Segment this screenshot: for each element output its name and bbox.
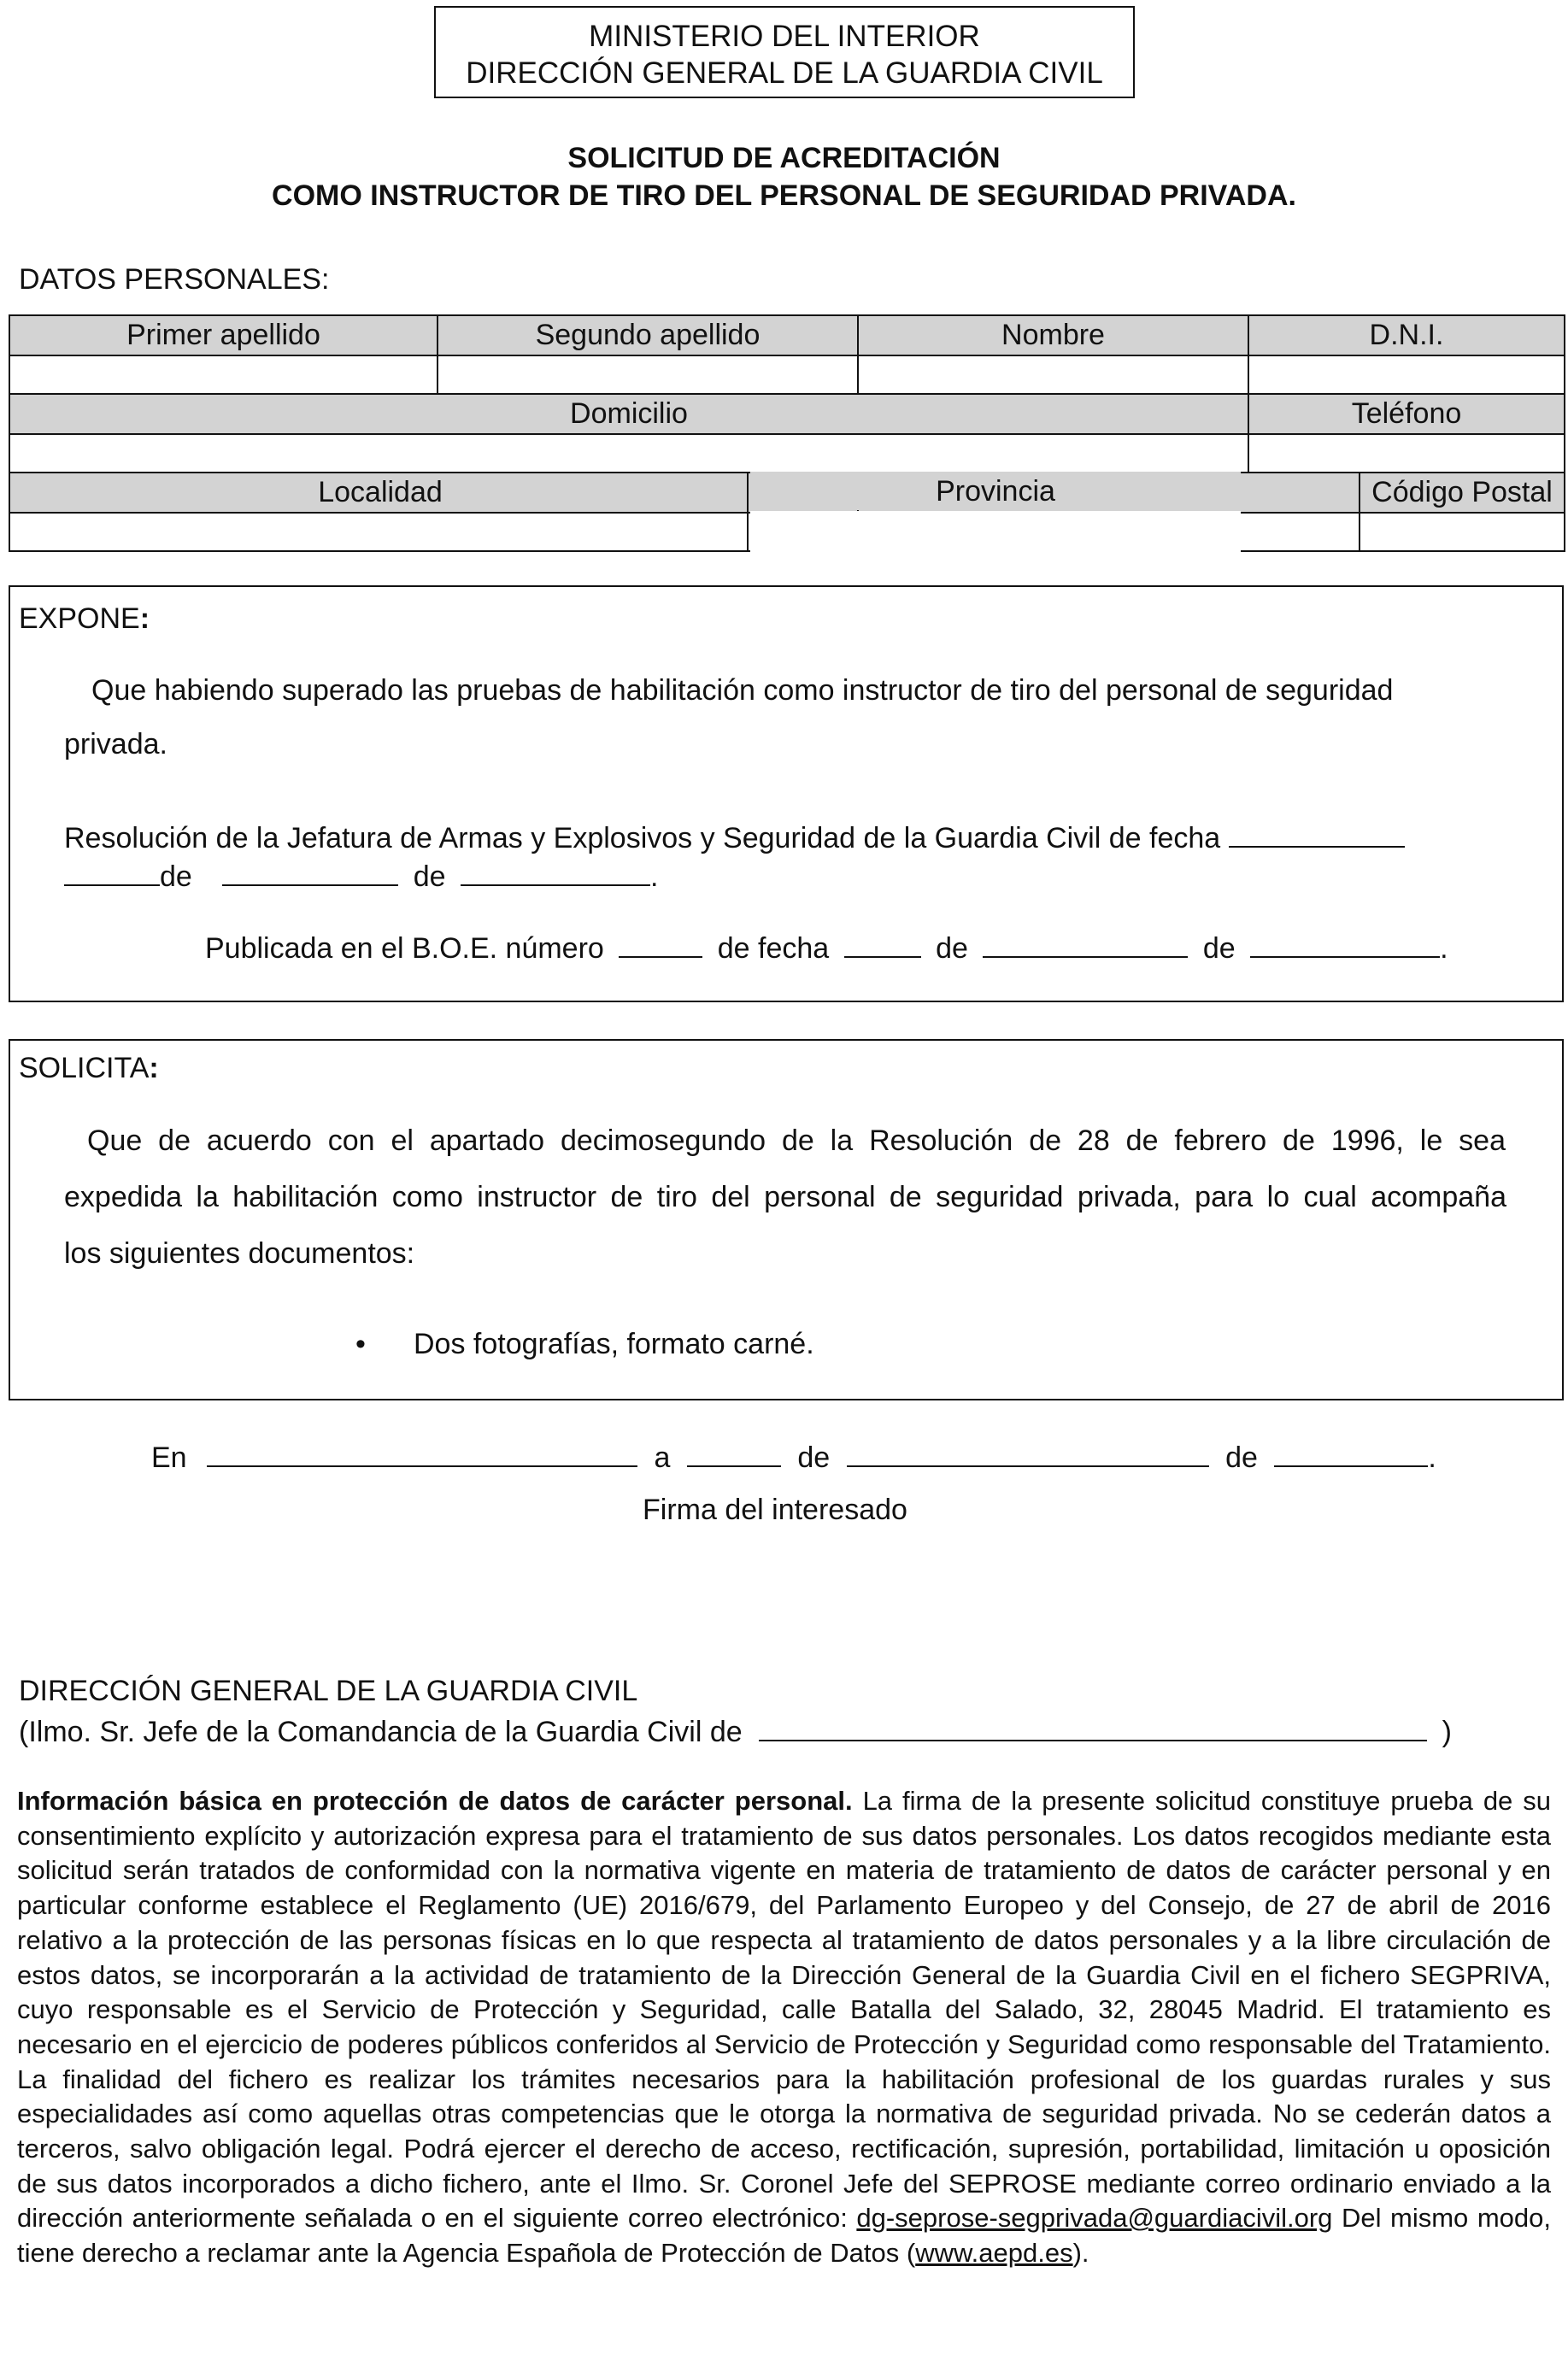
aepd-website-link[interactable]: www.aepd.es (915, 2238, 1073, 2269)
addressee-line1: DIRECCIÓN GENERAL DE LA GUARDIA CIVIL (19, 1675, 638, 1707)
province-field-bg (750, 511, 1241, 552)
resolution-text: Resolución de la Jefatura de Armas y Explosivos y Seguridad de la Guardia Civil de fecha (64, 819, 1405, 856)
resolution-date-year-blank[interactable] (461, 857, 650, 886)
boe-line: Publicada en el B.O.E. número de fecha de de . (205, 929, 1448, 966)
place-date-line: En a de de . (151, 1438, 1436, 1476)
day-blank[interactable] (687, 1438, 781, 1467)
resolution-date-line: de de . (64, 857, 658, 895)
first-surname-field[interactable] (9, 355, 438, 394)
data-protection-heading: Información básica en protección de datos de carácter personal. (17, 1786, 853, 1816)
signature-label: Firma del interesado (643, 1494, 907, 1526)
expone-text-line2: privada. (64, 728, 167, 760)
resolution-date-month-blank[interactable] (222, 857, 398, 886)
dni-header: D.N.I. (1248, 315, 1565, 355)
boe-number-blank[interactable] (619, 929, 702, 958)
expone-text-line1: Que habiendo superado las pruebas de habilitación como instructor de tiro del personal de seguridad (91, 674, 1394, 707)
solicita-text-line1: Que de acuerdo con el apartado decimosegundo de la Resolución de 28 de febrero de 1996, le sea (87, 1124, 1506, 1157)
solicita-text-line3: los siguientes documentos: (64, 1237, 415, 1270)
dni-field[interactable] (1248, 355, 1565, 394)
second-surname-header: Segundo apellido (438, 315, 858, 355)
postal-code-field[interactable] (1360, 513, 1565, 551)
data-protection-end: ). (1072, 2238, 1089, 2269)
name-header: Nombre (858, 315, 1248, 355)
year-blank[interactable] (1274, 1438, 1428, 1467)
phone-field[interactable] (1248, 434, 1565, 473)
document-photos: Dos fotografías, formato carné. (414, 1328, 814, 1360)
postal-code-header: Código Postal (1360, 473, 1565, 513)
expone-heading: EXPONE: (19, 602, 150, 635)
locality-field[interactable] (9, 513, 858, 551)
address-field[interactable] (9, 434, 1248, 473)
locality-province-divider (747, 472, 749, 552)
data-protection-body-2: Del mismo modo, tiene derecho a reclamar ante la Agencia Española de Protección de Datos ( (17, 2203, 1551, 2269)
seprose-email-link[interactable]: dg-seprose-segprivada@guardiacivil.org (856, 2203, 1333, 2234)
form-title-line2: COMO INSTRUCTOR DE TIRO DEL PERSONAL DE SEGURIDAD PRIVADA. (272, 179, 1296, 212)
month-blank[interactable] (847, 1438, 1209, 1467)
solicita-heading: SOLICITA: (19, 1052, 159, 1084)
province-header-label: Provincia (936, 475, 1055, 508)
personal-data-heading: DATOS PERSONALES: (19, 263, 330, 296)
locality-header: Localidad (9, 473, 858, 513)
directorate-name: DIRECCIÓN GENERAL DE LA GUARDIA CIVIL (466, 56, 1103, 90)
form-title (0, 139, 1568, 214)
form-title-line1: SOLICITUD DE ACREDITACIÓN (567, 142, 1001, 174)
boe-year-blank[interactable] (1250, 929, 1440, 958)
solicita-text-line2: expedida la habilitación como instructor de tiro del personal de seguridad privada, para lo cual acompaña (64, 1181, 1506, 1213)
boe-day-blank[interactable] (844, 929, 921, 958)
ministry-header (434, 6, 1135, 98)
comandancia-blank[interactable] (759, 1712, 1427, 1741)
resolution-date-blank-a[interactable] (64, 857, 160, 886)
document-bullet: • (355, 1328, 366, 1360)
name-field[interactable] (858, 355, 1248, 394)
phone-header: Teléfono (1248, 394, 1565, 434)
second-surname-field[interactable] (438, 355, 858, 394)
resolution-date-day-blank[interactable] (1229, 819, 1405, 848)
place-blank[interactable] (207, 1438, 637, 1467)
ministry-name: MINISTERIO DEL INTERIOR (589, 20, 980, 53)
boe-month-blank[interactable] (983, 929, 1188, 958)
addressee-line2: (Ilmo. Sr. Jefe de la Comandancia de la Guardia Civil de ) (19, 1712, 1452, 1750)
data-protection-notice (17, 1784, 1551, 2271)
address-header: Domicilio (9, 394, 1248, 434)
first-surname-header: Primer apellido (9, 315, 438, 355)
data-protection-body: La firma de la presente solicitud constituye prueba de su consentimiento explícito y autorización expresa para el tratamiento de sus datos personales. Los datos recogidos mediante esta solicitud serán tratados de conformidad con la normativa vigente en materia de tratamiento de datos de carácter personal y en particular conforme establece el Reglamento (UE) 2016/679, del Parlamento Europeo y del Consejo, de 27 de abril de 2016 relativo a la protección de las personas físicas en lo que respecta al tratamiento de datos personales y a la libre circulación de estos datos, se incorporarán a la actividad de tratamiento de la Dirección General de la Guardia Civil en el fichero SEGPRIVA, cuyo responsable es el Servicio de Protección y Seguridad, calle Batalla del Salado, 32, 28045 Madrid. El tratamiento es necesario en el ejercicio de poderes públicos conferidos al Servicio de Protección y Seguridad como responsable del Tratamiento. La finalidad del fichero es realizar los trámites necesarios para la habilitación profesional de los guardas rurales y sus especialidades así como aquellas otras competencias que le otorga la normativa de seguridad privada. No se cederán datos a terceros, salvo obligación legal. Podrá ejercer el derecho de acceso, rectificación, supresión, portabilidad, limitación u oposición de sus datos incorporados a dicho fichero, ante el Ilmo. Sr. Coronel Jefe del SEPROSE mediante correo ordinario enviado a la dirección anteriormente señalada o en el siguiente correo electrónico: (17, 1786, 1551, 2234)
